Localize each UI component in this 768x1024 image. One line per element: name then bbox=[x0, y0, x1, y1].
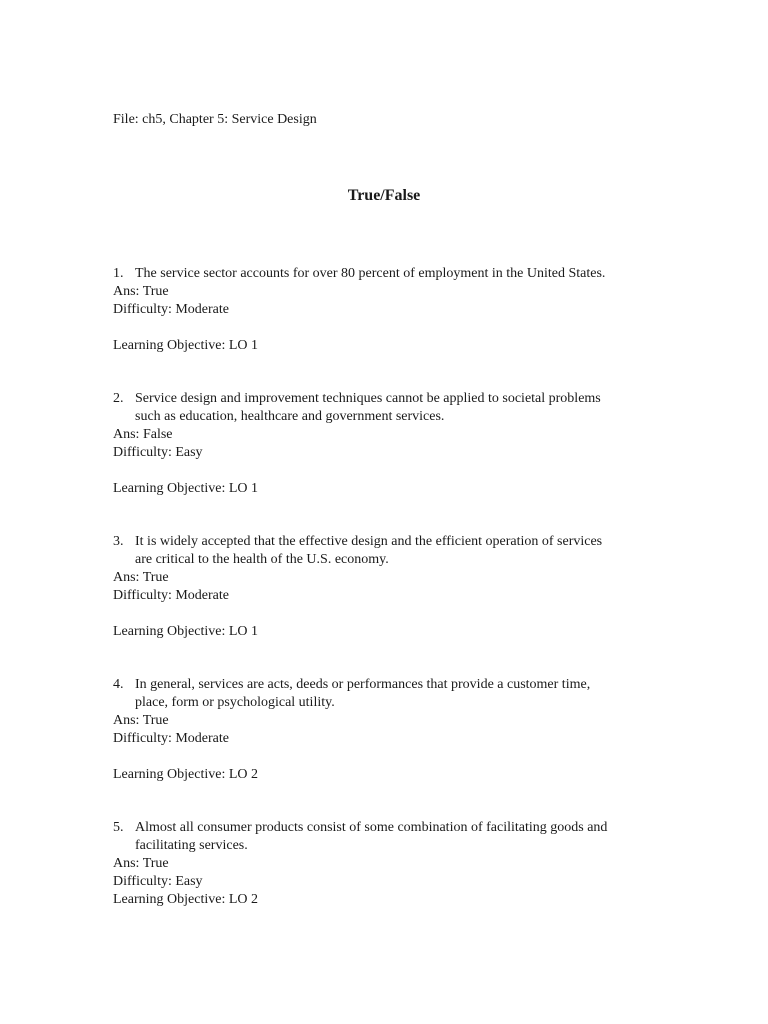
question-text-line: are critical to the health of the U.S. economy. bbox=[135, 552, 389, 567]
question-text-line: such as education, healthcare and government services. bbox=[135, 409, 445, 424]
question-text-line: Almost all consumer products consist of some combination of facilitating goods and bbox=[135, 820, 608, 835]
answer: Ans: True bbox=[113, 856, 169, 871]
difficulty: Difficulty: Moderate bbox=[113, 731, 229, 746]
answer: Ans: True bbox=[113, 713, 169, 728]
file-header: File: ch5, Chapter 5: Service Design bbox=[113, 112, 317, 127]
answer: Ans: False bbox=[113, 427, 173, 442]
question-text-line: place, form or psychological utility. bbox=[135, 695, 335, 710]
difficulty: Difficulty: Easy bbox=[113, 874, 203, 889]
difficulty: Difficulty: Moderate bbox=[113, 588, 229, 603]
question-4 bbox=[113, 676, 673, 784]
learning-objective: Learning Objective: LO 1 bbox=[113, 624, 259, 639]
question-stem bbox=[113, 819, 673, 855]
learning-objective: Learning Objective: LO 1 bbox=[113, 338, 259, 353]
difficulty: Difficulty: Moderate bbox=[113, 302, 229, 317]
question-text-line: Service design and improvement techniques cannot be applied to societal problems bbox=[135, 391, 601, 406]
question-number: 4. bbox=[113, 677, 124, 692]
question-number: 2. bbox=[113, 391, 124, 406]
question-text-line: The service sector accounts for over 80 percent of employment in the United States. bbox=[135, 266, 606, 281]
question-text-line: facilitating services. bbox=[135, 838, 248, 853]
question-2 bbox=[113, 390, 673, 498]
question-1 bbox=[113, 265, 673, 355]
question-number: 3. bbox=[113, 534, 124, 549]
section-title: True/False bbox=[347, 187, 421, 204]
question-stem bbox=[113, 676, 673, 712]
question-5 bbox=[113, 819, 673, 909]
learning-objective: Learning Objective: LO 1 bbox=[113, 481, 259, 496]
question-stem bbox=[113, 265, 673, 283]
learning-objective: Learning Objective: LO 2 bbox=[113, 892, 259, 907]
question-3 bbox=[113, 533, 673, 641]
question-text-line: In general, services are acts, deeds or performances that provide a customer time, bbox=[135, 677, 591, 692]
question-number: 5. bbox=[113, 820, 124, 835]
difficulty: Difficulty: Easy bbox=[113, 445, 203, 460]
answer: Ans: True bbox=[113, 570, 169, 585]
question-text-line: It is widely accepted that the effective design and the efficient operation of services bbox=[135, 534, 603, 549]
answer: Ans: True bbox=[113, 284, 169, 299]
question-stem bbox=[113, 390, 673, 426]
question-number: 1. bbox=[113, 266, 124, 281]
question-stem bbox=[113, 533, 673, 569]
learning-objective: Learning Objective: LO 2 bbox=[113, 767, 259, 782]
